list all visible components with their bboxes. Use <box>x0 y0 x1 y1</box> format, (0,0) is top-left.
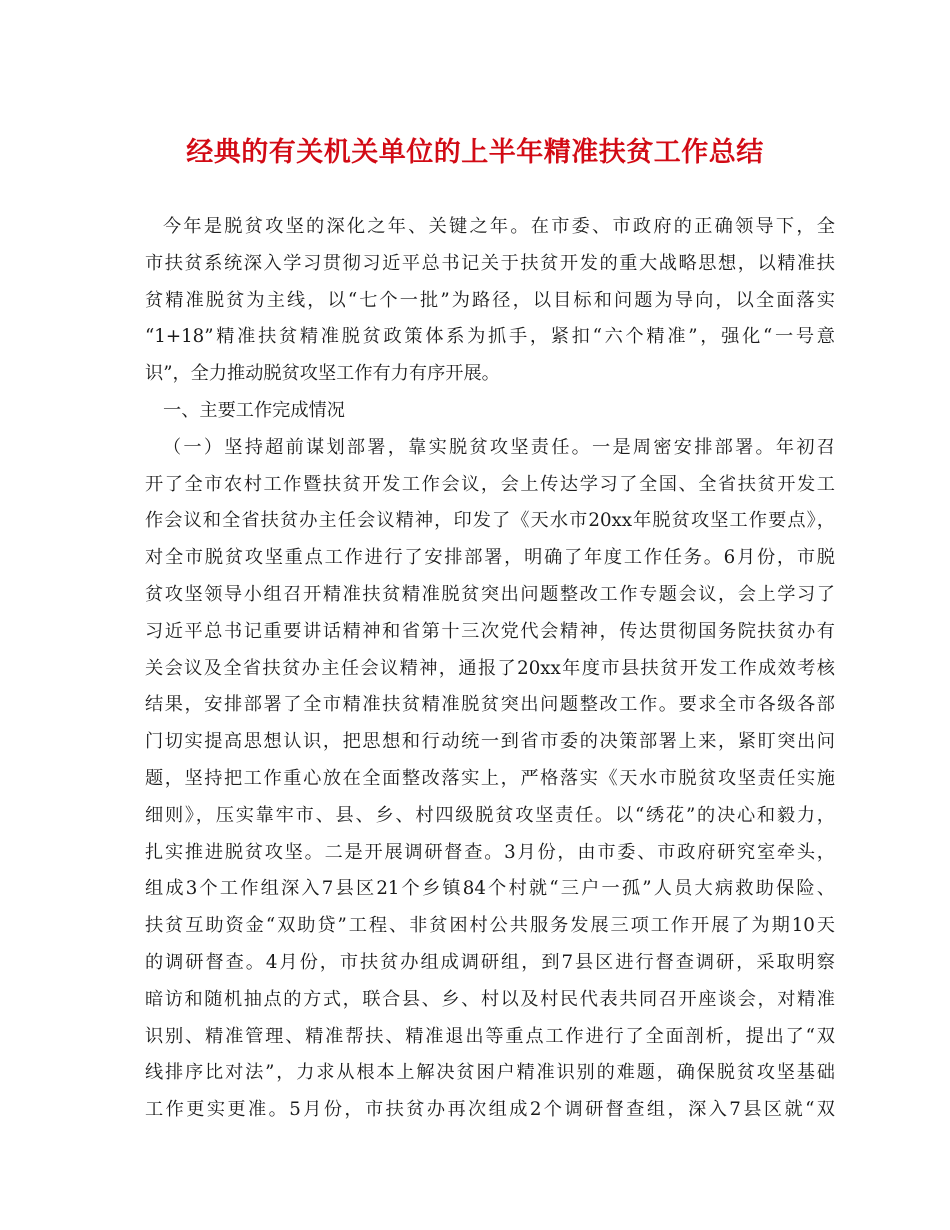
paragraph-line: 贫攻坚领导小组召开精准扶贫精准脱贫突出问题整改工作专题会议，会上学习了 <box>145 583 835 605</box>
paragraph-line: 今年是脱贫攻坚的深化之年、关键之年。在市委、市政府的正确领导下，全 <box>163 216 835 237</box>
paragraph-line: 作会议和全省扶贫办主任会议精神，印发了《天水市20xx年脱贫攻坚工作要点》， <box>145 510 835 532</box>
paragraph-line: 识别、精准管理、精准帮扶、精准退出等重点工作进行了全面剖析，提出了“双 <box>145 1025 835 1047</box>
paragraph-line: “1+18”精准扶贫精准脱贫政策体系为抓手，紧扣“六个精准”，强化“一号意 <box>145 326 835 348</box>
section-heading: 一、主要工作完成情况 <box>163 399 345 421</box>
paragraph-line: 线排序比对法”，力求从根本上解决贫困户精准识别的难题，确保脱贫攻坚基础 <box>145 1062 835 1084</box>
paragraph-line: 对全市脱贫攻坚重点工作进行了安排部署，明确了年度工作任务。6月份，市脱 <box>145 547 835 569</box>
paragraph-line: 市扶贫系统深入学习贯彻习近平总书记关于扶贫开发的重大战略思想，以精准扶 <box>145 252 835 274</box>
paragraph-line: 组成3个工作组深入7县区21个乡镇84个村就“三户一孤”人员大病救助保险、 <box>145 878 835 900</box>
paragraph-line: 暗访和随机抽点的方式，联合县、乡、村以及村民代表共同召开座谈会，对精准 <box>145 988 835 1010</box>
document-body <box>145 209 835 1129</box>
paragraph-line: （一）坚持超前谋划部署，靠实脱贫攻坚责任。一是周密安排部署。年初召 <box>163 436 835 458</box>
paragraph-line: 关会议及全省扶贫办主任会议精神，通报了20xx年度市县扶贫开发工作成效考核 <box>145 657 835 679</box>
paragraph-line: 识”，全力推动脱贫攻坚工作有力有序开展。 <box>145 363 500 385</box>
paragraph-line: 开了全市农村工作暨扶贫开发工作会议，会上传达学习了全国、全省扶贫开发工 <box>145 473 835 495</box>
paragraph-line: 结果，安排部署了全市精准扶贫精准脱贫突出问题整改工作。要求全市各级各部 <box>145 694 835 716</box>
paragraph-line: 习近平总书记重要讲话精神和省第十三次党代会精神，传达贯彻国务院扶贫办有 <box>145 620 835 642</box>
paragraph-line: 门切实提高思想认识，把思想和行动统一到省市委的决策部署上来，紧盯突出问 <box>145 731 835 753</box>
paragraph-line: 贫精准脱贫为主线，以“七个一批”为路径，以目标和问题为导向，以全面落实 <box>145 289 835 311</box>
paragraph-line: 扎实推进脱贫攻坚。二是开展调研督查。3月份，由市委、市政府研究室牵头， <box>145 841 835 863</box>
paragraph-line: 细则》，压实靠牢市、县、乡、村四级脱贫攻坚责任。以“绣花”的决心和毅力， <box>145 804 835 826</box>
document-title: 经典的有关机关单位的上半年精准扶贫工作总结 <box>186 137 764 168</box>
paragraph-line: 题，坚持把工作重心放在全面整改落实上，严格落实《天水市脱贫攻坚责任实施 <box>145 767 835 789</box>
paragraph-line: 扶贫互助资金“双助贷”工程、非贫困村公共服务发展三项工作开展了为期10天 <box>145 915 835 937</box>
paragraph-line: 工作更实更准。5月份，市扶贫办再次组成2个调研督查组，深入7县区就“双 <box>145 1099 835 1121</box>
paragraph-line: 的调研督查。4月份，市扶贫办组成调研组，到7县区进行督查调研，采取明察 <box>145 951 835 973</box>
